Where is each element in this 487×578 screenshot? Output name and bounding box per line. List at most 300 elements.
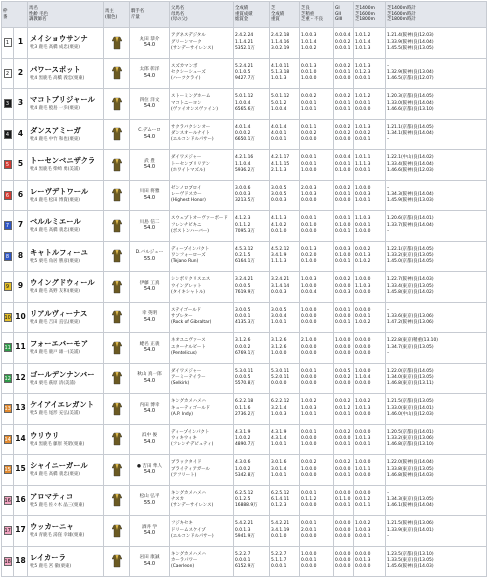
stat-cell <box>334 485 354 516</box>
best-time-line: 1.20.5(京都)良(14.01) <box>387 429 434 435</box>
pedigree-line: ストーミングホーム <box>171 94 211 100</box>
horse-name[interactable]: トーセンベニザクラ <box>30 156 96 166</box>
stat-line: 0.0.0.0 <box>355 338 371 344</box>
stat-cell <box>354 394 386 425</box>
horse-row[interactable] <box>2 58 487 89</box>
stat-line: 3.1.2.6 <box>235 338 251 344</box>
stat-line: 1.0.0.3 <box>301 405 317 411</box>
stat-line: 0.0.0.1 <box>301 558 317 564</box>
stat-line: 1.0.0.0 <box>355 368 371 374</box>
waku-cell <box>2 272 14 303</box>
best-time-line: 1.34.7(東京)良(13.05) <box>387 344 434 350</box>
horse-row[interactable] <box>2 516 487 547</box>
stat-line: 0.0.0.1 <box>355 222 371 228</box>
horse-name-cell <box>28 89 104 120</box>
pedigree-line: (Highest Honor) <box>171 198 206 204</box>
stat-line: 3213.5万 <box>235 198 255 204</box>
stat-line: 5936.2万 <box>235 167 255 173</box>
best-time-line: – <box>387 228 390 234</box>
horse-name-cell <box>28 394 104 425</box>
waku-box: 16 <box>4 497 11 504</box>
stat-line: 0.1.0.0 <box>301 259 317 265</box>
stat-line: 4.3.0.6 <box>235 460 251 466</box>
stat-line: 0.0.0.1 <box>301 161 317 167</box>
stat-line: 0.0.0.0 <box>335 527 351 533</box>
stat-cell <box>300 363 334 394</box>
jockey-weight: 54.0 <box>143 438 156 445</box>
stat-line: 0.0.0.2 <box>355 246 371 252</box>
best-time-cell <box>386 302 487 333</box>
header-line: 枠 <box>3 8 8 14</box>
best-time-line: 1.22.8(東京)稍重(13.10) <box>387 338 438 344</box>
stat-cell <box>300 424 334 455</box>
stat-line: 4.2.1.17 <box>271 155 290 161</box>
stat-cell <box>334 546 354 577</box>
table-body <box>2 28 487 577</box>
stat-cell <box>300 455 334 486</box>
pedigree-line: ダンスオールナイト <box>171 131 211 137</box>
horse-name[interactable]: リアルヴィーナス <box>30 308 88 318</box>
stat-cell <box>334 119 354 150</box>
stat-line: 16888.9万 <box>235 503 258 509</box>
stat-line: 0.1.1.6 <box>235 405 251 411</box>
jockey-silk-icon <box>112 554 122 568</box>
jockey-name: 四位 洋文 <box>139 97 160 103</box>
horse-row[interactable] <box>2 272 487 303</box>
stat-cell <box>234 424 270 455</box>
stat-line: 0.2.1.5 <box>235 253 251 259</box>
waku-cell <box>2 424 14 455</box>
header-waku <box>2 2 28 28</box>
stat-cell <box>354 211 386 242</box>
waku-box: 11 <box>4 345 11 352</box>
horse-name-cell <box>28 28 104 59</box>
horse-name[interactable]: ダンスアミーガ <box>30 125 81 135</box>
pedigree-cell <box>170 211 234 242</box>
stat-line: 0.0.1.1 <box>355 503 371 509</box>
best-time-line: 1.33.9(阪神)良(14.04) <box>387 39 434 45</box>
jockey-weight: 54.0 <box>143 194 156 201</box>
silks-cell <box>104 272 130 303</box>
stat-cell <box>354 272 386 303</box>
horse-row[interactable] <box>2 302 487 333</box>
stat-line: 1.0.0.1 <box>271 320 287 326</box>
stat-line: 0.0.0.0 <box>335 551 351 557</box>
stat-line: 0.0.0.1 <box>335 259 351 265</box>
pedigree-line: トーセンブリリアン <box>171 161 211 167</box>
horse-row[interactable] <box>2 119 487 150</box>
stat-line: 1.0.0.0 <box>335 338 351 344</box>
stat-line: 5.4.2.21 <box>271 521 290 527</box>
jockey-name: 丸田 恭介 <box>139 36 160 42</box>
horse-name-cell <box>28 58 104 89</box>
horse-name-cell <box>28 150 104 181</box>
horse-name-cell <box>28 516 104 547</box>
stat-line: 0.0.0.1 <box>335 307 351 313</box>
stat-line: 0.0.0.1 <box>301 429 317 435</box>
horse-name-cell <box>28 241 104 272</box>
silks-cell <box>104 241 130 272</box>
stat-line: 0.1.1.0 <box>335 497 351 503</box>
stat-line: 5570.8万 <box>235 381 255 387</box>
horse-name[interactable]: ベルルミエール <box>30 217 81 227</box>
best-time-line: 1.46.6(阪神)良(12.03) <box>387 167 434 173</box>
stat-cell <box>300 119 334 150</box>
best-time-cell <box>386 455 487 486</box>
silks-cell <box>104 302 130 333</box>
jockey-name: 岩田 康誠 <box>139 555 160 561</box>
jockey-cell <box>130 211 170 242</box>
jockey-silk-icon <box>112 493 122 507</box>
stat-cell <box>354 546 386 577</box>
horse-sex-age-trainer: 牝5 鹿毛 佐々木 晶三(栗東) <box>30 502 85 508</box>
stat-cell <box>270 394 300 425</box>
stat-line: 1.0.0.0 <box>301 551 317 557</box>
stat-line: 0.0.1.3 <box>235 527 251 533</box>
waku-cell <box>2 485 14 516</box>
stat-line: 0.0.0.0 <box>355 490 371 496</box>
horse-name[interactable]: レイカーラ <box>30 552 66 562</box>
horse-name-cell <box>28 546 104 577</box>
best-time-line: 1.33.9(東京)良(14.01) <box>387 527 434 533</box>
pedigree-line: キングカメハメハ <box>171 399 206 405</box>
best-time-line: – <box>387 533 390 539</box>
pedigree-cell <box>170 28 234 59</box>
stat-line: 0.0.1.3 <box>301 63 317 69</box>
stat-line: 5.2.2.7 <box>271 551 287 557</box>
pedigree-cell <box>170 241 234 272</box>
header-record <box>234 2 270 28</box>
horse-name[interactable]: フォーエバーモア <box>30 339 89 349</box>
stat-cell <box>300 302 334 333</box>
silks-cell <box>104 516 130 547</box>
jockey-name: C.デムーロ <box>138 128 161 134</box>
waku-box: 13 <box>4 406 11 413</box>
silks-cell <box>104 394 130 425</box>
horse-name[interactable]: キャトルフィーユ <box>30 247 88 257</box>
horse-number: 9 <box>14 272 28 303</box>
header-distance <box>354 2 386 28</box>
stat-line: 1.0.1.1 <box>355 155 371 161</box>
pedigree-line: ネオユニヴァース <box>171 338 206 344</box>
pedigree-cell <box>170 485 234 516</box>
stat-line: 0.0.0.3 <box>271 289 287 295</box>
stat-line: 0.0.0.2 <box>335 429 351 435</box>
stat-line: 0.0.0.1 <box>335 100 351 106</box>
header-line: 芝1400m <box>355 6 375 12</box>
stat-cell <box>334 211 354 242</box>
pedigree-line: (ホワイトマズル) <box>171 167 206 173</box>
header-line: GIII <box>335 17 343 23</box>
jockey-silk-icon <box>112 188 122 202</box>
stat-line: 1.0.0.3 <box>355 527 371 533</box>
stat-cell <box>334 424 354 455</box>
horse-name[interactable]: レーヴデトワール <box>30 186 89 196</box>
horse-row[interactable] <box>2 89 487 120</box>
stat-cell <box>354 119 386 150</box>
stat-line: 1.0.0.0 <box>271 350 287 356</box>
horse-row[interactable] <box>2 333 487 364</box>
stat-cell <box>234 211 270 242</box>
stat-line: 7095.3万 <box>235 228 255 234</box>
header-line: GI <box>335 6 340 12</box>
horse-name[interactable]: シャイニーガール <box>30 461 88 471</box>
horse-name[interactable]: アロマティコ <box>30 491 74 501</box>
horse-sex-age-trainer: 牝4 黒鹿毛 藤原 英昭(栗東) <box>30 441 85 447</box>
jockey-cell <box>130 241 170 272</box>
stat-cell <box>234 58 270 89</box>
stat-line: 1.0.0.1 <box>271 472 287 478</box>
stat-line: 5.0.1.12 <box>235 94 254 100</box>
stat-line: 3.0.0.5 <box>235 307 251 313</box>
stat-cell <box>300 150 334 181</box>
best-time-line: 1.46.8(東京)良(13.11) <box>387 381 434 387</box>
jockey-weight: 54.0 <box>143 103 156 110</box>
stat-line: 0.1.2.5 <box>235 497 251 503</box>
horse-name-cell <box>28 333 104 364</box>
jockey-cell <box>130 424 170 455</box>
stat-line: 0.0.0.1 <box>335 70 351 76</box>
best-time-cell <box>386 150 487 181</box>
stat-line: 1.0.0.2 <box>355 320 371 326</box>
stat-line: 1.0.1.2 <box>355 33 371 39</box>
stat-line: 1.0.0.1 <box>301 411 317 417</box>
stat-line: 0.0.0.1 <box>335 192 351 198</box>
stat-line: 2.0.0.1 <box>301 527 317 533</box>
best-time-line: 1.46.8(阪神)良(14.03) <box>387 472 434 478</box>
jockey-name: 蛯名 正義 <box>139 341 160 347</box>
waku-box: 6 <box>4 191 12 200</box>
horse-row[interactable] <box>2 363 487 394</box>
jockey-silk-icon <box>112 524 122 538</box>
stat-line: 0.0.0.1 <box>271 564 287 570</box>
stat-line: 5.2.2.7 <box>235 551 251 557</box>
stat-cell <box>270 272 300 303</box>
stat-line: 0.0.0.2 <box>335 460 351 466</box>
stat-cell <box>354 241 386 272</box>
horse-name[interactable]: ウリウリ <box>30 430 60 440</box>
stat-cell <box>270 333 300 364</box>
horse-number: 16 <box>14 485 28 516</box>
horse-name[interactable]: ウイングドウィール <box>30 278 95 288</box>
pedigree-line: キューティゴールド <box>171 405 211 411</box>
stat-cell <box>234 119 270 150</box>
horse-name[interactable]: メイショウサンナ <box>30 34 88 44</box>
best-time-cell <box>386 272 487 303</box>
horse-name-cell <box>28 211 104 242</box>
horse-row[interactable] <box>2 455 487 486</box>
stat-line: 0.0.0.2 <box>335 131 351 137</box>
stat-line: 3.0.0.5 <box>271 307 287 313</box>
best-time-line: 1.20.6(京都)良(14.01) <box>387 216 434 222</box>
stat-line: 0.0.0.3 <box>271 198 287 204</box>
stat-line: 0.0.0.1 <box>335 411 351 417</box>
stat-line: 2.1.0.0 <box>301 338 317 344</box>
pedigree-line: エターナルビート <box>171 344 206 350</box>
horse-sex-age-trainer: 牝4 黒鹿毛 柴崎 勇(美浦) <box>30 167 80 173</box>
header-line: 芝1600m時計 <box>387 11 416 17</box>
silks-cell <box>104 485 130 516</box>
jockey-silk-icon <box>112 66 122 80</box>
waku-box: 2 <box>4 69 12 78</box>
horse-sex-age-trainer: 牝4 鹿毛 高橋 義忠(栗東) <box>30 228 80 234</box>
horse-sex-age-trainer: 牝5 鹿毛 尾形 充弘(美浦) <box>30 411 80 417</box>
jockey-silk-icon <box>112 463 122 477</box>
stat-line: 1.0.1.3 <box>271 76 287 82</box>
stat-line: 3.2.4.21 <box>271 277 290 283</box>
stat-line: 1.0.0.3 <box>271 411 287 417</box>
header-line: 父馬名 <box>171 6 185 12</box>
stat-line: 0.0.0.0 <box>301 436 317 442</box>
best-time-cell <box>386 58 487 89</box>
stat-line: 1.1.0.4 <box>355 375 371 381</box>
stat-line: 1.0.0.0 <box>301 167 317 173</box>
best-time-line: – <box>387 350 390 356</box>
best-time-cell <box>386 424 487 455</box>
pedigree-line: アーミーテイラー <box>171 375 206 381</box>
best-time-line: 1.34.3(東京)良(13.05) <box>387 497 434 503</box>
jockey-weight: 54.0 <box>143 469 156 476</box>
best-time-line: 1.22.0(阪神)良(14.04) <box>387 460 434 466</box>
stat-line: 6.2.5.12 <box>235 490 254 496</box>
waku-cell <box>2 119 14 150</box>
horse-number: 10 <box>14 302 28 333</box>
stat-line: 1.0.0.0 <box>355 277 371 283</box>
header-line: GII <box>335 11 341 17</box>
pedigree-line: ダイワメジャー <box>171 155 202 161</box>
jockey-cell <box>130 516 170 547</box>
horse-name-cell <box>28 302 104 333</box>
stat-line: 4.3.1.9 <box>235 429 251 435</box>
horse-name[interactable]: パワースポット <box>30 64 81 74</box>
silks-cell <box>104 119 130 150</box>
jockey-cell <box>130 180 170 211</box>
stat-line: 0.0.0.0 <box>271 381 287 387</box>
jockey-weight: 55.0 <box>143 499 156 506</box>
stat-line: 0.1.0.0 <box>335 253 351 259</box>
horse-name-cell <box>28 272 104 303</box>
pedigree-line: カーラパワー <box>171 558 198 564</box>
best-time-line: 1.21.5(阪神)良(13.06) <box>387 521 434 527</box>
horse-row[interactable] <box>2 424 487 455</box>
pedigree-line: アグネスデジタル <box>171 33 206 39</box>
horse-row[interactable] <box>2 485 487 516</box>
pedigree-line: キングカメハメハ <box>171 551 206 557</box>
jockey-name: 秋山 真一郎 <box>137 372 162 378</box>
horse-number: 4 <box>14 119 28 150</box>
horse-row[interactable] <box>2 394 487 425</box>
stat-line: 1.1.1.3 <box>271 259 287 265</box>
horse-name[interactable]: ケイアイエレガント <box>30 400 94 410</box>
horse-row[interactable] <box>2 546 487 577</box>
stat-line: 1.0.0.3 <box>301 192 317 198</box>
stat-line: 0.0.2.0 <box>301 253 317 259</box>
pedigree-line: ゼンノロブロイ <box>171 185 202 191</box>
stat-line: 0.0.0.1 <box>235 558 251 564</box>
silks-cell <box>104 211 130 242</box>
stat-line: 0.0.1.2 <box>355 497 371 503</box>
pedigree-line: セクシーシューズ <box>171 70 206 76</box>
stat-line: 0.0.0.0 <box>335 283 351 289</box>
jockey-cell <box>130 363 170 394</box>
stat-cell <box>300 485 334 516</box>
stat-line: 1.0.0.2 <box>355 399 371 405</box>
stat-cell <box>234 28 270 59</box>
jockey-cell <box>130 485 170 516</box>
stat-line: 0.0.0.0 <box>301 314 317 320</box>
jockey-name: 太郎 彰洋 <box>139 67 160 73</box>
horse-name[interactable]: ウッカーニャ <box>30 522 74 532</box>
pedigree-line: (アフリート) <box>171 472 197 478</box>
stat-cell <box>300 211 334 242</box>
stat-line: 0.0.1.0 <box>271 533 287 539</box>
stat-cell <box>354 333 386 364</box>
horse-row[interactable] <box>2 150 487 181</box>
stat-line: 4.5.3.12 <box>235 246 254 252</box>
stat-cell <box>270 180 300 211</box>
stat-line: 0.0.0.0 <box>335 490 351 496</box>
jockey-silk-icon <box>112 219 122 233</box>
stat-line: 0.0.0.0 <box>355 429 371 435</box>
pedigree-line: (サンデーサイレンス) <box>171 503 214 509</box>
stat-cell <box>270 28 300 59</box>
pedigree-line: (ボストンハーバー) <box>171 228 210 234</box>
horse-name[interactable]: ゴールデンナンバー <box>30 369 95 379</box>
stat-line: 1.0.0.0 <box>301 283 317 289</box>
jockey-name: 浜中 俊 <box>141 433 158 439</box>
waku-cell <box>2 241 14 272</box>
horse-sex-age-trainer: 牝4 鹿毛 松田 博資(栗東) <box>30 197 80 203</box>
stat-line: 4.1.2.3 <box>235 216 251 222</box>
jockey-silk-icon <box>112 249 122 263</box>
stat-line: 0.0.0.2 <box>335 94 351 100</box>
stat-line: 0.0.1.3 <box>355 558 371 564</box>
stat-cell <box>234 241 270 272</box>
horse-row[interactable] <box>2 211 487 242</box>
horse-name[interactable]: マコトブリジャール <box>30 95 95 105</box>
horse-row[interactable] <box>2 180 487 211</box>
best-time-line: 1.47.2(阪神)良(13.06) <box>387 320 434 326</box>
pedigree-line: (Pentelicus) <box>171 350 197 356</box>
stat-line: 0.0.0.0 <box>335 137 351 143</box>
stat-cell <box>270 119 300 150</box>
waku-cell <box>2 89 14 120</box>
horse-number: 14 <box>14 424 28 455</box>
stat-cell <box>234 89 270 120</box>
stat-line: 6.2.2.18 <box>235 399 254 405</box>
stat-cell <box>354 58 386 89</box>
horse-number: 15 <box>14 455 28 486</box>
best-time-line: 1.33.6(東京)良(13.06) <box>387 314 434 320</box>
silks-cell <box>104 546 130 577</box>
jockey-cell <box>130 58 170 89</box>
stat-line: 0.0.0.1 <box>301 490 317 496</box>
best-time-line: – <box>387 185 390 191</box>
jockey-weight: 54.0 <box>143 316 156 323</box>
horse-row[interactable] <box>2 241 487 272</box>
stat-line: 0.0.0.3 <box>335 289 351 295</box>
waku-box: 3 <box>4 99 12 108</box>
horse-number: 12 <box>14 363 28 394</box>
jockey-silk-icon <box>112 280 122 294</box>
horse-sex-age-trainer: 牝4 青鹿毛 湯窪 幸雄(栗東) <box>30 533 85 539</box>
silks-cell <box>104 89 130 120</box>
stat-line: 0.0.0.0 <box>355 289 371 295</box>
horse-row[interactable] <box>2 28 487 59</box>
waku-box: 17 <box>4 528 11 535</box>
pedigree-line: スウェプトオーヴァーボード <box>171 216 228 222</box>
header-owner <box>104 2 130 28</box>
